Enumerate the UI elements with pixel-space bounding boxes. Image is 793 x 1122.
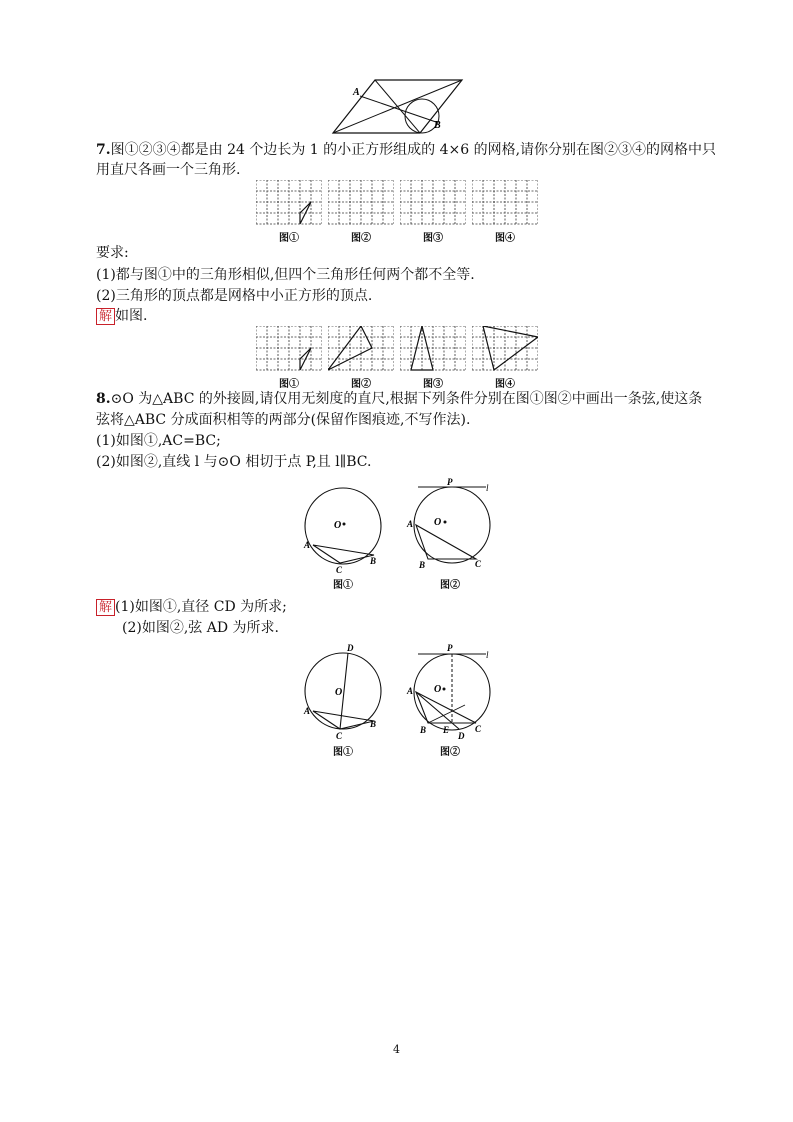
- requirement-1: (1)都与图①中的三角形相似,但四个三角形任何两个都不全等.: [96, 267, 475, 283]
- svg-text:B: B: [370, 556, 377, 566]
- circle-figure-1: [300, 484, 390, 579]
- q8-solution-1: 解 (1)如图①,直径 CD 为所求;: [96, 597, 287, 618]
- svg-text:l: l: [486, 650, 489, 660]
- svg-text:A: A: [407, 686, 414, 696]
- grid-figure-1: [256, 180, 322, 228]
- svg-text:D: D: [458, 731, 465, 741]
- grid-caption-2: 图②: [351, 233, 371, 244]
- svg-text:D: D: [347, 643, 354, 653]
- label-b: B: [434, 120, 441, 131]
- parallelogram-circle-figure: [330, 78, 465, 136]
- requirement-2: (2)三角形的顶点都是网格中小正方形的顶点.: [96, 288, 373, 304]
- page-number: 4: [393, 1043, 400, 1056]
- svg-text:l: l: [486, 483, 489, 493]
- solution-grid-2: [328, 326, 394, 374]
- solution-grid-3: [400, 326, 466, 374]
- q8-line2: 弦将△ABC 分成面积相等的两部分(保留作图痕迹,不写作法).: [96, 412, 471, 428]
- q8-condition-2: (2)如图②,直线 l 与⊙O 相切于点 P,且 l∥BC.: [96, 454, 372, 470]
- solution-caption-2: 图②: [351, 379, 371, 390]
- svg-text:O: O: [434, 517, 442, 528]
- q8-solution-2: (2)如图②,弦 AD 为所求.: [122, 620, 279, 636]
- solution-caption-1: 图①: [279, 379, 299, 390]
- circle-caption-1: 图①: [333, 580, 353, 591]
- solution-tag-2: 解: [96, 599, 115, 616]
- svg-text:C: C: [336, 731, 343, 741]
- svg-text:B: B: [370, 719, 377, 729]
- solution-caption-3: 图③: [423, 379, 443, 390]
- grid-caption-4: 图④: [495, 233, 515, 244]
- svg-text:B: B: [419, 560, 426, 570]
- svg-text:A: A: [304, 540, 311, 550]
- grid-figure-4: [472, 180, 538, 228]
- circle-caption-2: 图②: [440, 580, 460, 591]
- svg-text:A: A: [407, 519, 414, 529]
- solution-circle-figure-2: [402, 641, 497, 745]
- grid-figure-3: [400, 180, 466, 228]
- svg-text:C: C: [475, 559, 482, 569]
- q7-line1: 7.图①②③④都是由 24 个边长为 1 的小正方形组成的 4×6 的网格,请你分别在图②③④的网格中只: [96, 142, 717, 158]
- q7-solution: 解 如图.: [96, 306, 147, 327]
- solution-circle-caption-2: 图②: [440, 747, 460, 758]
- svg-text:C: C: [475, 724, 482, 734]
- solution-circle-figure-1: [300, 641, 390, 746]
- solution-caption-4: 图④: [495, 379, 515, 390]
- grid-caption-3: 图③: [423, 233, 443, 244]
- requirements-title: 要求:: [96, 245, 129, 261]
- solution-circle-caption-1: 图①: [333, 747, 353, 758]
- svg-text:O: O: [334, 520, 342, 531]
- grid-caption-1: 图①: [279, 233, 299, 244]
- svg-text:C: C: [336, 565, 343, 575]
- svg-text:A: A: [304, 706, 311, 716]
- solution-grid-1: [256, 326, 322, 374]
- svg-text:P: P: [447, 643, 453, 653]
- q8-condition-1: (1)如图①,AC=BC;: [96, 433, 221, 449]
- solution-grid-4: [472, 326, 538, 374]
- svg-text:O: O: [434, 684, 442, 695]
- q7-line2: 用直尺各画一个三角形.: [96, 162, 241, 178]
- svg-text:P: P: [447, 477, 453, 487]
- q8-line1: 8.⊙O 为△ABC 的外接圆,请仅用无刻度的直尺,根据下列条件分别在图①图②中画出一条弦,使这条: [96, 391, 703, 407]
- svg-text:E: E: [443, 725, 450, 735]
- circle-figure-2: [402, 477, 497, 572]
- svg-text:O: O: [335, 687, 343, 698]
- svg-text:B: B: [420, 725, 427, 735]
- label-a: A: [353, 87, 360, 98]
- grid-figure-2: [328, 180, 394, 228]
- solution-tag: 解: [96, 308, 115, 325]
